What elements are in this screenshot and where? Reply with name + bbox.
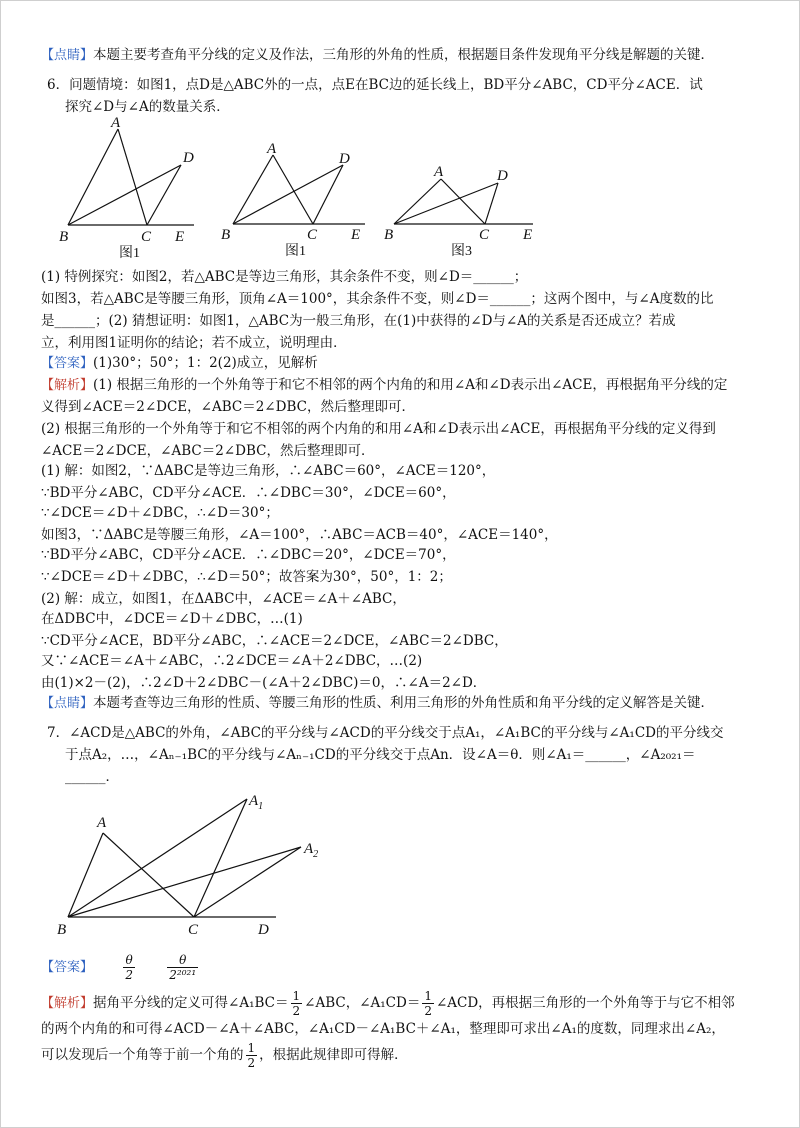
fig1-label-D: D	[183, 150, 194, 166]
fig4-label-C: C	[188, 922, 199, 938]
question-7-line-2: 于点A₂，…，∠Aₙ₋₁BC的平分线与∠Aₙ₋₁CD的平分线交于点An．设∠A＝θ．则∠A₁＝______，∠A₂₀₂₁＝	[65, 747, 696, 763]
fraction-one-half-b: $\frac{1}{2}$	[424, 989, 432, 1018]
comment-line	[41, 45, 771, 66]
comment-tag: 【点睛】	[41, 48, 94, 63]
solution-line-6: ∵∠DCE＝∠D＋∠DBC，∴∠D＝50°；故答案为30°，50°，1：2；	[41, 569, 452, 585]
part-2-line-2: 立，利用图1证明你的结论；若不成立，说明理由．	[41, 335, 347, 351]
analysis-line-2: 义得到∠ACE＝2∠DCE，∠ABC＝2∠DBC，然后整理即可．	[41, 399, 415, 415]
fig3-label-D: D	[497, 168, 508, 184]
solution-line-2: ∵BD平分∠ABC，CD平分∠ACE．∴∠DBC＝30°，∠DCE＝60°，	[41, 485, 456, 501]
answer-value-1	[121, 953, 137, 982]
comment-text: 本题主要考查角平分线的定义及作法，三角形的外角的性质，根据题目条件发现角平分线是解题的关键．	[93, 47, 715, 63]
fig3-label-B: B	[384, 227, 394, 243]
analysis-line-4: ∠ACE＝2∠DCE，∠ABC＝2∠DBC，然后整理即可．	[41, 443, 375, 459]
fig1-caption: 图1	[119, 246, 140, 261]
figure-4	[51, 787, 341, 943]
answer-tag: 【答案】	[41, 356, 94, 371]
fig1-label-C: C	[141, 229, 152, 245]
fig1-label-A: A	[111, 117, 121, 131]
analysis-line-7c: 可以发现后一个角等于前一个角的 $\frac{1}{2}$ ，根据此规律即可得解．	[41, 1041, 408, 1070]
question-6-line-1: 6．问题情境：如图1，点D是△ABC外的一点，点E在BC边的延长线上，BD平分∠ABC，CD平分∠ACE．试	[47, 77, 703, 93]
fraction-one-half-c: $\frac{1}{2}$	[247, 1041, 256, 1070]
solution-line-9: ∵CD平分∠ACE，BD平分∠ABC，∴∠ACE＝2∠DCE，∠ABC＝2∠DBC，	[41, 633, 508, 649]
fig4-label-A1: $A_1$	[249, 793, 264, 812]
solution-line-5: ∵BD平分∠ABC，CD平分∠ACE．∴∠DBC＝20°，∠DCE＝70°，	[41, 547, 456, 563]
question-7-line-3: ______．	[65, 769, 119, 785]
fig4-label-B: B	[57, 922, 67, 938]
analysis-line-7b: 的两个内角的和可得∠ACD－∠A＋∠ABC，∠A₁CD－∠A₁BC＋∠A₁，整理即可求出∠A₁的度数，同理求出∠A₂，	[41, 1021, 725, 1037]
part-2-line: 是______；(2) 猜想证明：如图1，△ABC为一般三角形，在(1)中获得的∠D与∠A的关系是否还成立？若成	[41, 313, 676, 329]
comment-tag-2: 【点睛】	[41, 696, 94, 711]
fig3-label-A: A	[434, 164, 444, 180]
answer-line	[41, 353, 771, 374]
fig2-label-C: C	[307, 227, 318, 243]
answer-value-2	[165, 953, 200, 982]
figure-2	[215, 131, 375, 266]
solution-line-3: ∵∠DCE＝∠D＋∠DBC，∴∠D＝30°；	[41, 505, 279, 521]
fig4-label-A: A	[97, 815, 107, 831]
analysis-text: (1) 根据三角形的一个外角等于和它不相邻的两个内角的和用∠A和∠D表示出∠ACE，再根据角平分线的定	[93, 377, 728, 393]
part-1-line-2: 如图3，若△ABC是等腰三角形，顶角∠A＝100°，其余条件不变，则∠D＝______；这两个图中，与∠A度数的比	[41, 291, 714, 307]
question-7-line-1: 7．∠ACD是△ABC的外角，∠ABC的平分线与∠ACD的平分线交于点A₁，∠A₁BC的平分线与∠A₁CD的平分线交	[47, 725, 724, 741]
fig2-label-B: B	[221, 227, 231, 243]
fig3-caption: 图3	[451, 244, 472, 259]
fig3-label-E: E	[523, 227, 533, 243]
answer-text: (1)30°；50°；1：2(2)成立，见解析	[93, 355, 318, 371]
comment-text-2: 本题考查等边三角形的性质、等腰三角形的性质、利用三角形的外角性质和角平分线的定义解答是关键．	[93, 695, 715, 711]
analysis-tag-2: 【解析】	[41, 996, 94, 1011]
solution-line-1: (1) 解：如图2，∵ΔABC是等边三角形，∴∠ABC＝60°，∠ACE＝120°，	[41, 463, 496, 479]
fraction-theta-over-2: $\frac{\theta}{2}$	[125, 953, 133, 982]
solution-line-8: 在ΔDBC中，∠DCE＝∠D＋∠DBC，…(1)	[41, 611, 303, 627]
fig4-label-D: D	[258, 922, 269, 938]
fraction-one-half-a: $\frac{1}{2}$	[292, 989, 301, 1018]
answer-line-2	[41, 953, 771, 982]
figure-3	[381, 157, 541, 266]
solution-line-10: 又∵∠ACE＝∠A＋∠ABC，∴2∠DCE＝∠A＋2∠DBC，…(2)	[41, 653, 423, 669]
analysis-line-7a: 【解析】据角平分线的定义可得∠A₁BC＝ $\frac{1}{2}$ ∠ABC，∠A₁CD＝ $\frac{1}{2}$ ∠ACD，再根据三角形的一个外角等于与它不相邻	[41, 989, 735, 1018]
fig1-label-B: B	[59, 229, 69, 245]
fraction-theta-over-2-pow-2021: $\frac{\theta}{\text{2²⁰²¹}}$	[169, 953, 197, 982]
fig1-label-E: E	[175, 229, 185, 245]
fig3-label-C: C	[479, 227, 490, 243]
question-6-line-2: 探究∠D与∠A的数量关系．	[65, 99, 230, 115]
fig2-label-D: D	[339, 151, 350, 167]
figure-1	[51, 117, 201, 266]
analysis-tag: 【解析】	[41, 378, 94, 393]
analysis-line	[41, 375, 771, 396]
solution-line-4: 如图3，∵ΔABC是等腰三角形，∠A＝100°，∴ABC＝ACB＝40°，∠ACE＝140°，	[41, 527, 558, 543]
fig4-label-A2: $A_2$	[304, 841, 319, 860]
solution-line-11: 由(1)×2－(2)，∴2∠D＋2∠DBC－(∠A＋2∠DBC)＝0，∴∠A＝2∠D．	[41, 675, 487, 691]
comment-line-2	[41, 693, 771, 714]
part-1-line: (1) 特例探究：如图2，若△ABC是等边三角形，其余条件不变，则∠D＝______；	[41, 269, 528, 285]
solution-line-7: (2) 解：成立，如图1，在ΔABC中，∠ACE＝∠A＋∠ABC，	[41, 591, 406, 607]
fig2-label-A: A	[267, 141, 277, 157]
fig2-label-E: E	[351, 227, 361, 243]
answer-tag-2: 【答案】	[41, 960, 94, 975]
analysis-line-3: (2) 根据三角形的一个外角等于和它不相邻的两个内角的和用∠A和∠D表示出∠ACE，再根据角平分线的定义得到	[41, 421, 716, 437]
fig2-caption: 图1	[285, 244, 306, 259]
